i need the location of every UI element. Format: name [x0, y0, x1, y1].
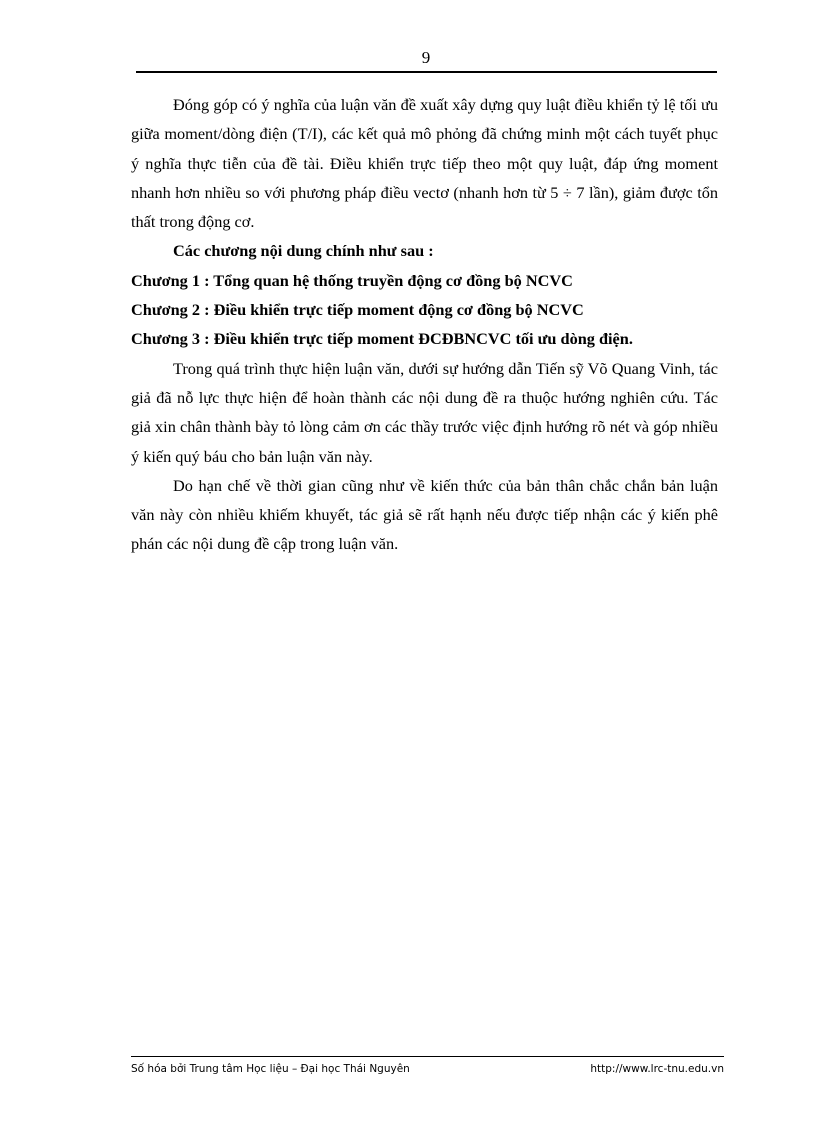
paragraph-acknowledgement: Trong quá trình thực hiện luận văn, dưới sự hướng dẫn Tiến sỹ Võ Quang Vinh, tác giả đã nỗ lực thực hiện để hoàn thành các nội dung đề ra thuộc hướng nghiên cứu. Tác giả xin chân thành bày tỏ lòng cảm ơn các thầy trước việc định hướng rõ nét và góp nhiều ý kiến quý báu cho bản luận văn này.: [131, 358, 718, 466]
chapter-3-title: Chương 3 : Điều khiển trực tiếp moment ĐCĐBNCVC tối ưu dòng điện.: [131, 329, 633, 349]
header-rule: [136, 71, 717, 73]
footer-source-text: Số hóa bởi Trung tâm Học liệu – Đại học Thái Nguyên: [131, 1063, 410, 1075]
paragraph-contribution: Đóng góp có ý nghĩa của luận văn đề xuất xây dựng quy luật điều khiển tỷ lệ tối ưu giữa moment/dòng điện (T/I), các kết quả mô phỏng đã chứng minh một cách tuyết phục ý nghĩa thực tiễn của đề tài. Điều khiển trực tiếp theo một quy luật, đáp ứng moment nhanh hơn nhiều so với phương pháp điều vectơ (nhanh hơn từ 5 ÷ 7 lần), giảm được tổn thất trong động cơ.: [131, 95, 718, 232]
main-content: [131, 90, 718, 559]
chapter-1-title: Chương 1 : Tổng quan hệ thống truyền động cơ đồng bộ NCVC: [131, 270, 573, 290]
footer-url: http://www.lrc-tnu.edu.vn: [590, 1063, 724, 1075]
chapters-intro: Các chương nội dung chính như sau :: [173, 241, 434, 261]
chapter-2-title: Chương 2 : Điều khiển trực tiếp moment động cơ đồng bộ NCVC: [131, 300, 584, 320]
page-number: 9: [421, 48, 431, 67]
footer-rule: [131, 1056, 724, 1057]
paragraph-limitations: Do hạn chế về thời gian cũng như về kiến thức của bản thân chắc chắn bản luận văn này còn nhiều khiếm khuyết, tác giả sẽ rất hạnh nếu được tiếp nhận các ý kiến phê phán các nội dung đề cập trong luận văn.: [131, 475, 718, 554]
